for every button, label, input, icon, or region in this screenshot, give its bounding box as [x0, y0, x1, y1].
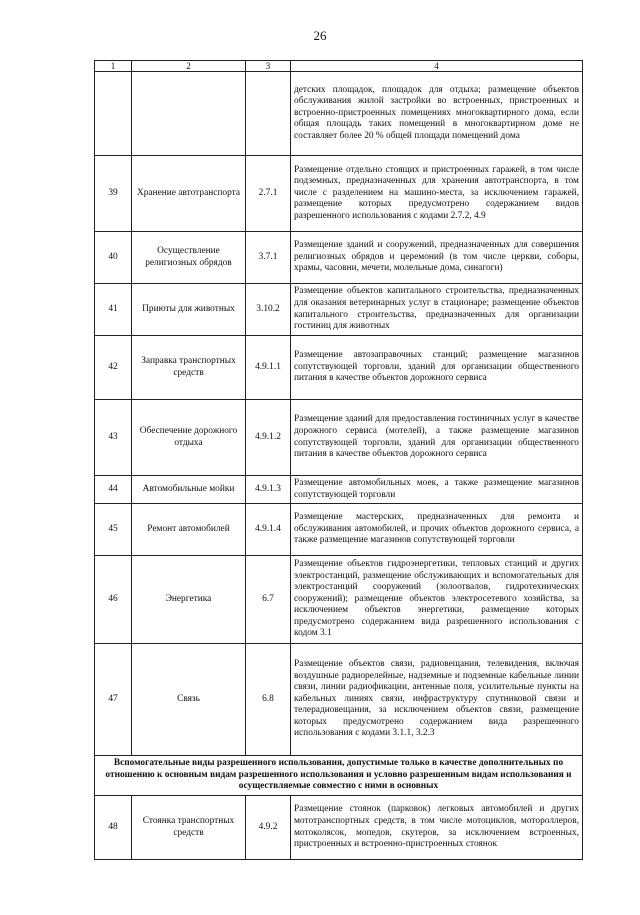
row-code: 4.9.1.1	[246, 336, 291, 400]
table-row	[95, 556, 583, 644]
row-code: 3.10.2	[246, 284, 291, 336]
table-row	[95, 796, 583, 860]
row-num: 40	[95, 232, 132, 284]
row-name	[132, 72, 246, 156]
table-header-row	[95, 61, 583, 72]
row-desc: Размещение объектов капитального строительства, предназначенных для оказания ветеринарных услуг в стационаре; размещение объектов капитального строительства, предназначенных для организации гостиниц для животных	[291, 284, 583, 336]
row-name: Приюты для животных	[132, 284, 246, 336]
row-name: Осуществление религиозных обрядов	[132, 232, 246, 284]
row-num: 41	[95, 284, 132, 336]
row-num: 46	[95, 556, 132, 644]
land-use-table	[94, 60, 583, 860]
header-col-3: 3	[246, 61, 291, 72]
row-code: 3.7.1	[246, 232, 291, 284]
row-num: 42	[95, 336, 132, 400]
row-name: Ремонт автомобилей	[132, 504, 246, 556]
row-num: 43	[95, 400, 132, 476]
header-col-1: 1	[95, 61, 132, 72]
row-desc: Размещение зданий для предоставления гостиничных услуг в качестве дорожного сервиса (мотелей), а также размещение магазинов сопутствующей торговли, зданий для организации общественного питания в качестве объектов дорожного сервиса	[291, 400, 583, 476]
row-num: 47	[95, 644, 132, 756]
row-code: 6.7	[246, 556, 291, 644]
section-heading: Вспомогательные виды разрешенного использования, допустимые только в качестве дополнительных по отношению к основным видам разрешенного использования и условно разрешенным видам использования и осуществляемые совместно с ними в основных	[95, 756, 583, 796]
row-name: Обеспечение дорожного отдыха	[132, 400, 246, 476]
row-desc: Размещение стоянок (парковок) легковых автомобилей и других мототранспортных средств, в том числе мотоциклов, мотороллеров, мотоколясок, мопедов, скутеров, за исключением встроенных, пристроенных и встроенно-пристроенных стоянок	[291, 796, 583, 860]
row-code	[246, 72, 291, 156]
table-row	[95, 476, 583, 504]
row-name: Связь	[132, 644, 246, 756]
row-desc: Размещение объектов связи, радиовещания, телевидения, включая воздушные радиорелейные, надземные и подземные кабельные линии связи, линии радиофикации, антенные поля, усилительные пункты на кабельных линиях связи, инфраструктуру спутниковой связи и телерадиовещания, за исключением объектов связи, размещение которых предусмотрено содержанием вида разрешенного использования с кодами 3.1.1, 3.2.3	[291, 644, 583, 756]
row-code: 4.9.1.3	[246, 476, 291, 504]
row-desc: Размещение автозаправочных станций; размещение магазинов сопутствующей торговли, зданий для организации общественного питания в качестве объектов дорожного сервиса	[291, 336, 583, 400]
row-num: 39	[95, 156, 132, 232]
row-code: 4.9.2	[246, 796, 291, 860]
row-desc: Размещение объектов гидроэнергетики, тепловых станций и других электростанций, размещение обслуживающих и вспомогательных для электростанций сооружений (золоотвалов, гидротехнических сооружений); размещение объектов электросетевого хозяйства, за исключением объектов энергетики, размещение которых предусмотрено содержанием вида разрешенного использования с кодом 3.1	[291, 556, 583, 644]
table-row	[95, 156, 583, 232]
row-name: Заправка транспортных средств	[132, 336, 246, 400]
table-row	[95, 400, 583, 476]
row-code: 4.9.1.4	[246, 504, 291, 556]
row-desc: Размещение автомобильных моек, а также размещение магазинов сопутствующей торговли	[291, 476, 583, 504]
table-row	[95, 232, 583, 284]
row-num: 45	[95, 504, 132, 556]
row-desc: детских площадок, площадок для отдыха; размещение объектов обслуживания жилой застройки во встроенных, пристроенных и встроенно-пристроенных помещениях многоквартирного дома, если общая площадь таких помещений в многоквартирном доме не составляет более 20 % общей площади помещений дома	[291, 72, 583, 156]
row-name: Стоянка транспортных средств	[132, 796, 246, 860]
row-name: Энергетика	[132, 556, 246, 644]
row-name: Автомобильные мойки	[132, 476, 246, 504]
row-desc: Размещение зданий и сооружений, предназначенных для совершения религиозных обрядов и церемоний (в том числе церкви, соборы, храмы, часовни, мечети, молельные дома, синагоги)	[291, 232, 583, 284]
row-num: 44	[95, 476, 132, 504]
header-col-4: 4	[291, 61, 583, 72]
table-row	[95, 284, 583, 336]
row-code: 2.7.1	[246, 156, 291, 232]
header-col-2: 2	[132, 61, 246, 72]
table-row	[95, 336, 583, 400]
row-desc: Размещение мастерских, предназначенных для ремонта и обслуживания автомобилей, и прочих объектов дорожного сервиса, а также размещение магазинов сопутствующей торговли	[291, 504, 583, 556]
table-row-continuation	[95, 72, 583, 156]
page-number: 26	[313, 28, 327, 43]
row-num: 48	[95, 796, 132, 860]
section-heading-row	[95, 756, 583, 796]
row-num	[95, 72, 132, 156]
table-row	[95, 504, 583, 556]
row-code: 4.9.1.2	[246, 400, 291, 476]
row-desc: Размещение отдельно стоящих и пристроенных гаражей, в том числе подземных, предназначенных для хранения автотранспорта, в том числе с разделением на машино-места, за исключением гаражей, размещение которых предусмотрено содержанием видов разрешенного использования с кодами 2.7.2, 4.9	[291, 156, 583, 232]
table-row	[95, 644, 583, 756]
row-code: 6.8	[246, 644, 291, 756]
row-name: Хранение автотранспорта	[132, 156, 246, 232]
